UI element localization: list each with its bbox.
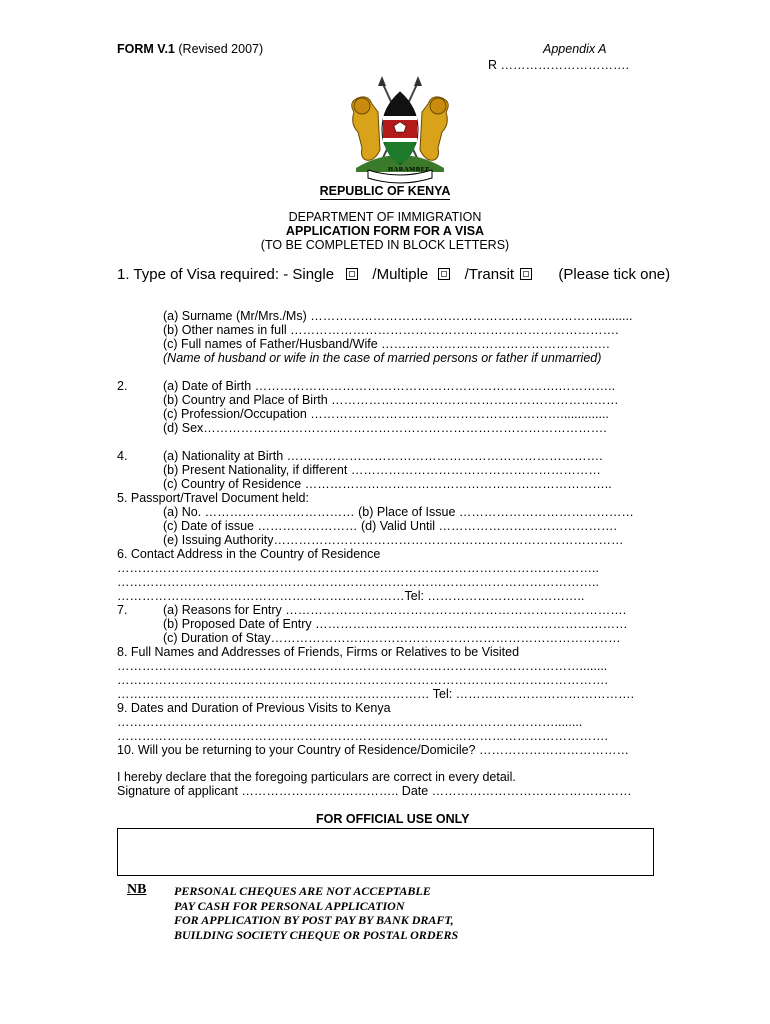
department-label: DEPARTMENT OF IMMIGRATION — [288, 210, 482, 224]
q7-number: 7. — [117, 603, 128, 617]
issuing-authority-field[interactable]: (e) Issuing Authority………………………………………………………………………… — [163, 533, 624, 547]
country-title — [0, 184, 770, 198]
visa-type-label: 1. Type of Visa required: - Single — [117, 266, 335, 283]
reference-field: R …………………………. — [488, 58, 629, 72]
other-names-field[interactable]: (b) Other names in full ……………………………………………………………………. — [163, 323, 619, 337]
payment-notes — [174, 884, 458, 942]
parent-names-field[interactable]: (c) Full names of Father/Husband/Wife ………………………………………………. — [163, 337, 610, 351]
previous-visits-label: 9. Dates and Duration of Previous Visits to Kenya — [117, 701, 391, 715]
friends-addresses-line-1[interactable]: …………………………………………………………………………………………………........ — [117, 659, 608, 673]
signature-date-field[interactable]: Signature of applicant ……………………………….. Date ………………………………………… — [117, 784, 632, 798]
payment-note-4: BUILDING SOCIETY CHEQUE OR POSTAL ORDERS — [174, 927, 459, 942]
visa-type-row — [117, 266, 670, 283]
country-of-residence-field[interactable]: (c) Country of Residence ……………………………………………………………….. — [163, 477, 612, 491]
place-of-birth-field[interactable]: (b) Country and Place of Birth …………………………………………………………… — [163, 393, 619, 407]
present-nationality-field[interactable]: (b) Present Nationality, if different …………………………………………………… — [163, 463, 601, 477]
friends-addresses-line-2[interactable]: ………………………………………………………………………………………………………. — [117, 673, 608, 687]
official-use-label: FOR OFFICIAL USE ONLY — [316, 812, 470, 826]
transit-visa-label: /Transit — [464, 266, 515, 283]
duration-of-stay-field[interactable]: (c) Duration of Stay………………………………………………………………………… — [163, 631, 621, 645]
revised-label: (Revised 2007) — [178, 42, 264, 56]
form-header — [117, 42, 263, 56]
q2-number: 2. — [117, 379, 128, 393]
friends-addresses-label: 8. Full Names and Addresses of Friends, Firms or Relatives to be Visited — [117, 645, 520, 659]
nb-label: NB — [127, 882, 147, 897]
form-label: FORM V.1 — [117, 42, 175, 56]
date-of-birth-field[interactable]: (a) Date of Birth ……………………………………………………………….………….. — [163, 379, 616, 393]
multiple-visa-checkbox[interactable] — [438, 268, 450, 280]
surname-field[interactable]: (a) Surname (Mr/Mrs./Ms) …………………………………………………………….......... — [163, 309, 633, 323]
passport-section-label: 5. Passport/Travel Document held: — [117, 491, 309, 505]
q4-number: 4. — [117, 449, 128, 463]
contact-address-line-1[interactable]: …………………………………………………………………………………………………….. — [117, 561, 599, 575]
payment-note-2: PAY CASH FOR PERSONAL APPLICATION — [174, 898, 405, 913]
passport-number-field[interactable]: (a) No. ……………………………… (b) Place of Issue …………………………………… — [163, 505, 634, 519]
previous-visits-line-1[interactable]: ……………………………………………………………………………………………........ — [117, 715, 583, 729]
nationality-at-birth-field[interactable]: (a) Nationality at Birth …………………………………………………………………. — [163, 449, 603, 463]
contact-address-line-2[interactable]: …………………………………………………………………………………………………….. — [117, 575, 599, 589]
tick-one-note: (Please tick one) — [558, 266, 671, 283]
country-name: REPUBLIC OF KENYA — [319, 184, 451, 198]
previous-visits-line-2[interactable]: ………………………………………………………………………………………………………. — [117, 729, 608, 743]
profession-field[interactable]: (c) Profession/Occupation …………………………………………………….............. — [163, 407, 609, 421]
reasons-for-entry-field[interactable]: (a) Reasons for Entry ………………………………………………………………………. — [163, 603, 627, 617]
official-use-box — [117, 828, 654, 876]
form-title: APPLICATION FORM FOR A VISA — [285, 224, 485, 238]
proposed-entry-date-field[interactable]: (b) Proposed Date of Entry ………………………………………………………………… — [163, 617, 628, 631]
payment-note-1: PERSONAL CHEQUES ARE NOT ACCEPTABLE — [174, 884, 431, 898]
sex-field[interactable]: (d) Sex……………………………………………………………………………………. — [163, 421, 607, 435]
motto-label: HARAMBEE — [388, 166, 431, 173]
declaration-text: I hereby declare that the foregoing particulars are correct in every detail. — [117, 770, 516, 784]
friends-addresses-tel[interactable]: ………………………………………………………………… Tel: ……………………………………. — [117, 687, 635, 701]
payment-note-3: FOR APPLICATION BY POST PAY BY BANK DRAFT, — [174, 913, 454, 927]
contact-address-tel[interactable]: ……………………………………………………………Tel: ……………………………….. — [117, 589, 585, 603]
block-letters-instruction: (TO BE COMPLETED IN BLOCK LETTERS) — [260, 238, 510, 252]
multiple-visa-label: /Multiple — [372, 266, 429, 283]
transit-visa-checkbox[interactable] — [520, 268, 532, 280]
parent-names-note: (Name of husband or wife in the case of married persons or father if unmarried) — [163, 351, 602, 365]
single-visa-checkbox[interactable] — [346, 268, 358, 280]
returning-question-field[interactable]: 10. Will you be returning to your Country of Residence/Domicile? ……………………………… — [117, 743, 629, 757]
appendix-label: Appendix A — [543, 42, 607, 56]
contact-address-label: 6. Contact Address in the Country of Residence — [117, 547, 381, 561]
passport-dates-field[interactable]: (c) Date of issue …………………… (d) Valid Until ……………………………………. — [163, 519, 617, 533]
